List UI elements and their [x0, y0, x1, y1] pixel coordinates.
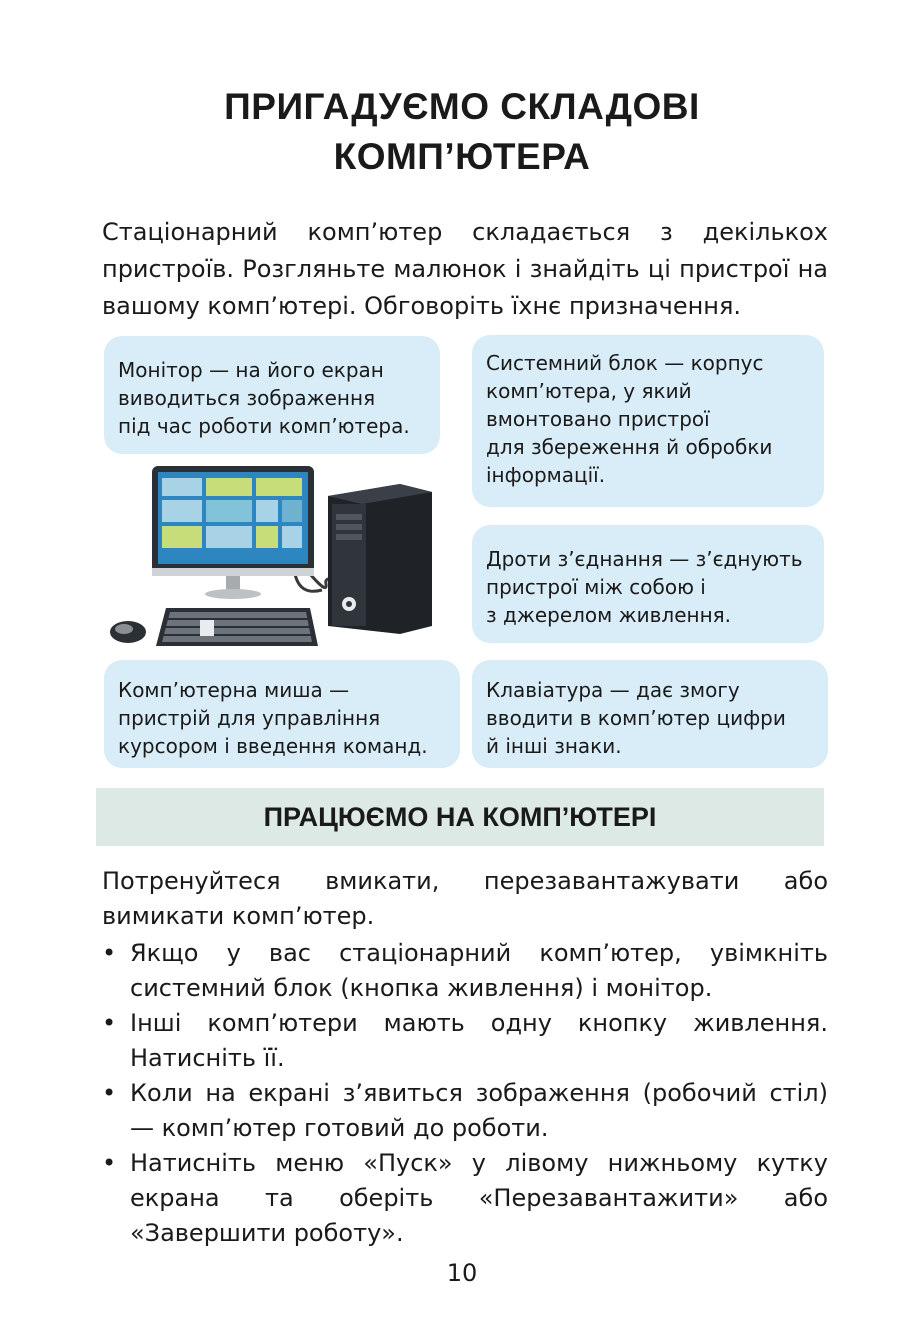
callout-line: курсором і введення команд. — [118, 734, 428, 758]
callout-line: вмонтовано пристрої — [486, 407, 710, 431]
list-item — [102, 1006, 828, 1076]
keyboard-callout — [472, 660, 828, 768]
title-line-1: ПРИГАДУЄМО СКЛАДОВІ — [224, 86, 700, 127]
system-block-callout — [472, 335, 824, 507]
callout-line: Комп’ютерна миша — — [118, 678, 350, 702]
page-title — [0, 82, 924, 182]
instructions — [102, 864, 828, 1251]
bullet-icon: • — [102, 939, 117, 967]
computer-illustration — [100, 456, 460, 654]
lead-paragraph: Потренуйтеся вмикати, перезавантажувати або вимикати комп’ютер. — [102, 867, 828, 930]
list-item-text: Натисніть меню «Пуск» у лівому нижньому кутку екрана та оберіть «Перезавантажити» або «Завершити роботу». — [130, 1149, 828, 1247]
callout-line: Клавіатура — дає змогу — [486, 678, 740, 702]
section-heading-band — [96, 788, 824, 846]
callout-line: комп’ютера, у який — [486, 379, 692, 403]
system-unit-icon — [328, 484, 432, 634]
section-heading: ПРАЦЮЄМО НА КОМП’ЮТЕРІ — [263, 802, 657, 832]
wires-callout — [472, 525, 824, 643]
bullet-list — [102, 936, 828, 1251]
list-item-text: Якщо у вас стаціонарний комп’ютер, увімкніть системний блок (кнопка живлення) і монітор. — [130, 939, 828, 1002]
callout-line: пристрій для управління — [118, 706, 381, 730]
mouse-icon — [110, 621, 146, 643]
callout-line: Монітор — на його екран — [118, 358, 384, 382]
mouse-callout — [104, 660, 460, 768]
callout-line: під час роботи комп’ютера. — [118, 414, 410, 438]
keyboard-icon — [156, 608, 318, 646]
list-item — [102, 1146, 828, 1251]
bullet-icon: • — [102, 1079, 117, 1107]
callout-line: Системний блок — корпус — [486, 351, 764, 375]
callout-line: для збереження й обробки — [486, 435, 773, 459]
callout-line: Дроти з’єднання — з’єднують — [486, 547, 803, 571]
monitor-icon — [152, 466, 314, 599]
bullet-icon: • — [102, 1149, 117, 1177]
list-item — [102, 936, 828, 1006]
list-item — [102, 1076, 828, 1146]
callout-line: виводиться зображення — [118, 386, 376, 410]
callout-line: вводити в комп’ютер цифри — [486, 706, 786, 730]
title-line-2: КОМП’ЮТЕРА — [333, 136, 591, 177]
callout-line: з джерелом живлення. — [486, 603, 732, 627]
callout-line: інформації. — [486, 463, 606, 487]
list-item-text: Інші комп’ютери мають одну кнопку живлення. Натисніть її. — [130, 1009, 828, 1072]
bullet-icon: • — [102, 1009, 117, 1037]
callout-line: й інші знаки. — [486, 734, 622, 758]
list-item-text: Коли на екрані з’явиться зображення (робочий стіл) — комп’ютер готовий до роботи. — [130, 1079, 828, 1142]
page-number: 10 — [446, 1259, 478, 1287]
monitor-callout — [104, 336, 440, 454]
callout-line: пристрої між собою і — [486, 575, 706, 599]
intro-paragraph: Стаціонарний комп’ютер складається з декількох пристроїв. Розгляньте малюнок і знайдіть ці пристрої на вашому комп’ютері. Обговоріть їхнє призначення. — [102, 218, 828, 320]
